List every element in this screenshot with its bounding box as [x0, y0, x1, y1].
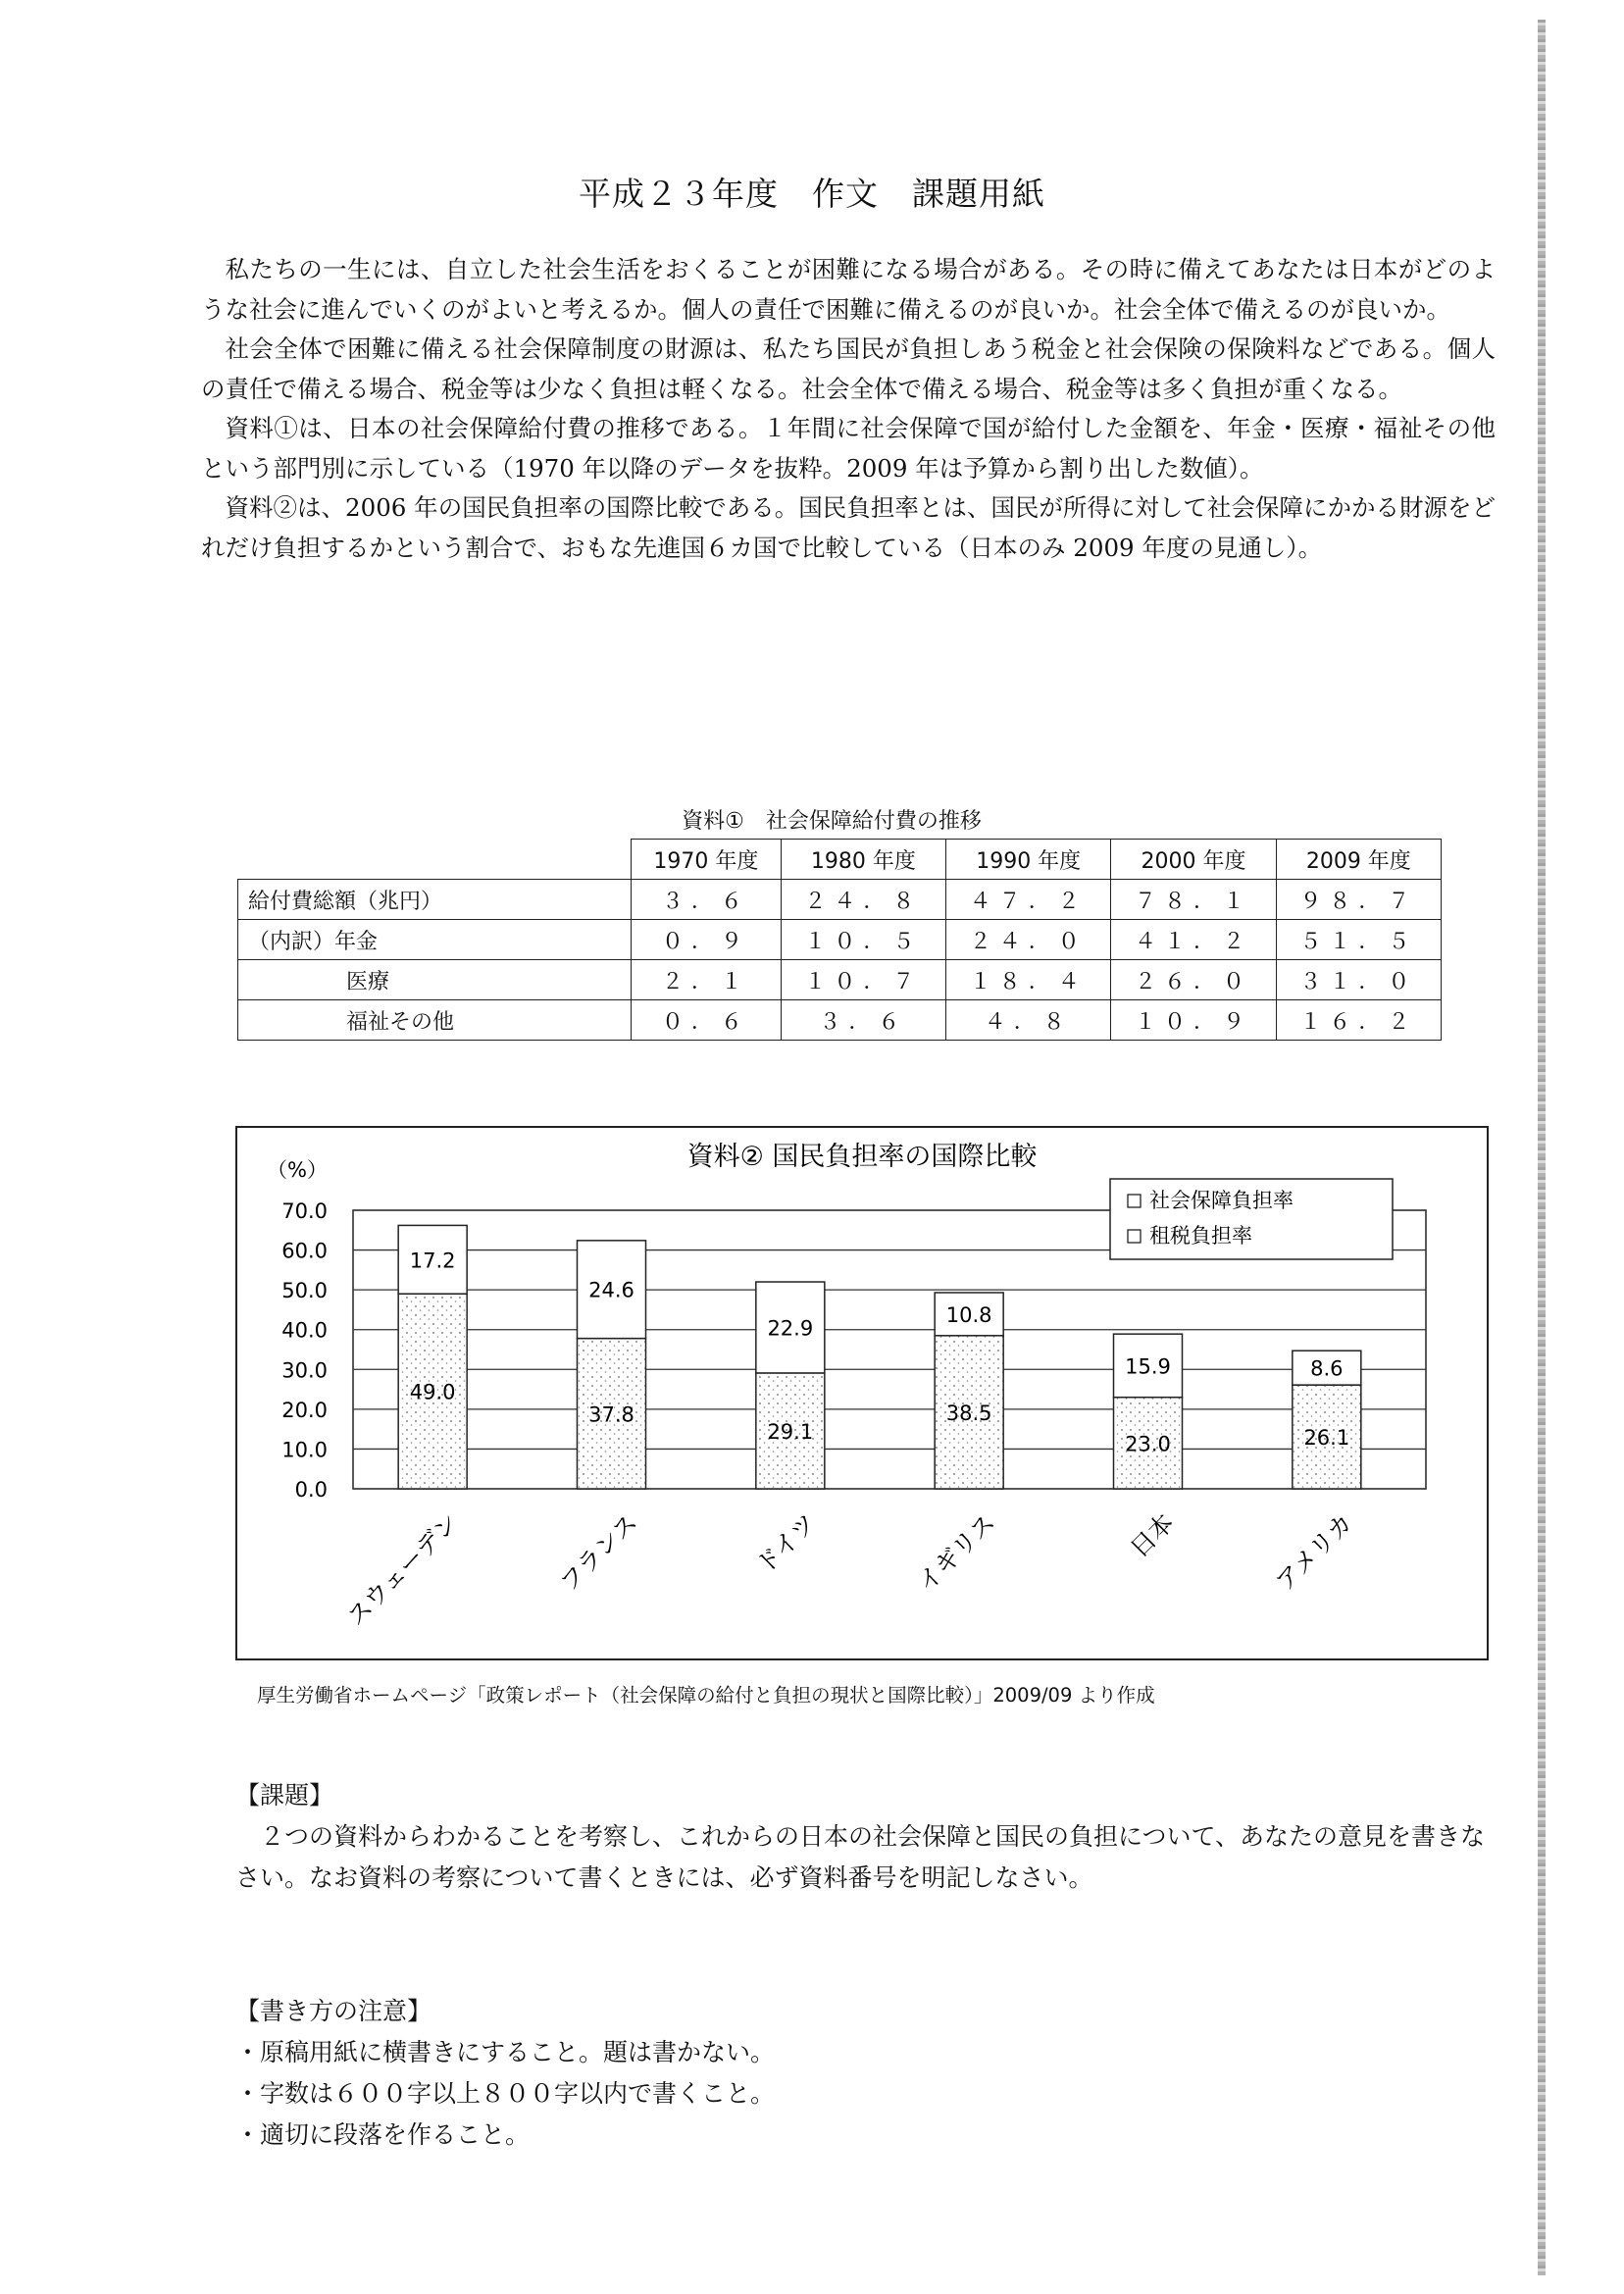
data-label-social: 24.6	[588, 1278, 634, 1302]
table-cell: ４７．２	[946, 880, 1111, 920]
y-tick-labels	[281, 1199, 328, 1502]
chart-legend	[1110, 1179, 1393, 1259]
x-tick-labels	[341, 1508, 1358, 1632]
table-cell: ２４．８	[781, 880, 945, 920]
year-header: 1980 年度	[781, 840, 945, 880]
row-label: 福祉その他	[238, 1000, 632, 1041]
page-title: 平成２３年度 作文 課題用紙	[579, 175, 1045, 213]
table-cell: ２．１	[632, 960, 782, 1000]
table-cell: ５１．５	[1276, 920, 1441, 960]
table-cell: ３１．０	[1276, 960, 1441, 1000]
notes-heading: 【書き方の注意】	[235, 1997, 432, 2025]
table-row	[238, 960, 1442, 1000]
chart-title: 資料② 国民負担率の国際比較	[686, 1142, 1038, 1172]
intro-paragraph: 資料②は、2006 年の国民負担率の国際比較である。国民負担率とは、国民が所得に対して社会保障にかかる財源をどれだけ負担するかという割合で、おもな先進国６カ国で比較している（日本のみ 2009 年度の見通し）。	[201, 493, 1496, 562]
burden-chart	[237, 1128, 1487, 1658]
data-label-social: 10.8	[945, 1302, 992, 1327]
x-tick-label: 日本	[1124, 1507, 1180, 1563]
data-label-tax: 23.0	[1125, 1432, 1171, 1456]
table-cell: ７８．１	[1111, 880, 1276, 920]
table-cell: ３．６	[632, 880, 782, 920]
data-label-social: 22.9	[767, 1316, 814, 1341]
data-label-social: 17.2	[409, 1249, 456, 1273]
data-label-social: 15.9	[1125, 1354, 1171, 1379]
source-note: 厚生労働省ホームページ「政策レポート（社会保障の給付と負担の現状と国際比較）」2009/09 より作成	[257, 1684, 1155, 1707]
table-cell: １０．９	[1111, 1000, 1276, 1041]
burden-chart-frame	[235, 1126, 1489, 1660]
y-tick-label: 0.0	[294, 1478, 328, 1502]
table-corner	[238, 840, 632, 880]
legend-swatch	[1128, 1230, 1141, 1243]
table-cell: ９８．７	[1276, 880, 1441, 920]
data-label-tax: 37.8	[588, 1402, 634, 1427]
table-cell: ４１．２	[1111, 920, 1276, 960]
x-tick-label: ドイツ	[750, 1507, 823, 1580]
task-body: ２つの資料からわかることを考察し、これからの日本の社会保障と国民の負担について、あなたの意見を書きなさい。なお資料の考察について書くときには、必ず資料番号を明記しなさい。	[235, 1822, 1486, 1892]
y-tick-label: 20.0	[281, 1398, 328, 1422]
list-item: ・ 字数は６００字以上８００字以内で書くこと。	[235, 2073, 1500, 2115]
intro-paragraph: 私たちの一生には、自立した社会生活をおくることが困難になる場合がある。その時に備えてあなたは日本がどのような社会に進んでいくのがよいと考えるか。個人の責任で困難に備えるのが良いか。社会全体で備えるのが良いか。	[201, 255, 1496, 324]
year-header: 1990 年度	[946, 840, 1111, 880]
year-header: 1970 年度	[632, 840, 782, 880]
table-cell: ４．８	[946, 1000, 1111, 1041]
table-cell: １８．４	[946, 960, 1111, 1000]
y-axis-label: （%）	[267, 1158, 328, 1182]
intro-text	[201, 250, 1496, 568]
legend-swatch	[1128, 1195, 1141, 1207]
y-tick-label: 10.0	[281, 1438, 328, 1462]
x-tick-label: フランス	[554, 1507, 643, 1598]
task-heading: 【課題】	[235, 1781, 334, 1810]
table-row	[238, 920, 1442, 960]
y-tick-label: 70.0	[281, 1199, 328, 1223]
notes-list	[235, 2032, 1500, 2156]
data-label-tax: 38.5	[945, 1401, 992, 1425]
intro-paragraph: 社会全体で困難に備える社会保障制度の財源は、私たち国民が負担しあう税金と社会保険の保険料などである。個人の責任で備える場合、税金等は少なく負担は軽くなる。社会全体で備える場合、税金等は多く負担が重くなる。	[201, 334, 1496, 403]
x-tick-label: スウェーデン	[340, 1507, 465, 1632]
table-cell: ０．６	[632, 1000, 782, 1041]
x-tick-label: アメリカ	[1270, 1507, 1359, 1597]
y-tick-label: 60.0	[281, 1239, 328, 1263]
table-row	[238, 1000, 1442, 1041]
year-header: 2009 年度	[1276, 840, 1441, 880]
legend-label: 社会保障負担率	[1149, 1189, 1294, 1212]
list-item: ・ 適切に段落を作ること。	[235, 2115, 1500, 2156]
data-label-tax: 26.1	[1303, 1426, 1350, 1451]
table-cell: １６．２	[1276, 1000, 1441, 1041]
row-label: （内訳）年金	[238, 920, 632, 960]
intro-paragraph: 資料①は、日本の社会保障給付費の推移である。１年間に社会保障で国が給付した金額を、年金・医療・福祉その他という部門別に示している（1970 年以降のデータを抜粋。2009 年は予算から割り出した数値）。	[201, 414, 1496, 483]
table-row	[238, 880, 1442, 920]
y-tick-label: 30.0	[281, 1358, 328, 1383]
y-tick-label: 40.0	[281, 1318, 328, 1343]
row-label: 医療	[238, 960, 632, 1000]
row-label: 給付費総額（兆円）	[238, 880, 632, 920]
table-cell: ０．９	[632, 920, 782, 960]
table-cell: １０．５	[781, 920, 945, 960]
list-item: ・ 原稿用紙に横書きにすること。題は書かない。	[235, 2032, 1500, 2073]
data-label-social: 8.6	[1310, 1356, 1344, 1381]
year-header: 2000 年度	[1111, 840, 1276, 880]
table-cell: １０．７	[781, 960, 945, 1000]
table1-caption: 資料① 社会保障給付費の推移	[682, 809, 982, 834]
scan-edge	[1538, 20, 1546, 2275]
benefit-table	[237, 839, 1442, 1041]
legend-label: 租税負担率	[1149, 1224, 1252, 1248]
x-tick-label: イギリス	[911, 1507, 1001, 1598]
writing-notes	[235, 1991, 1500, 2156]
table-cell: ２６．０	[1111, 960, 1276, 1000]
data-label-tax: 49.0	[409, 1380, 456, 1404]
table-cell: ３．６	[781, 1000, 945, 1041]
data-label-tax: 29.1	[767, 1419, 814, 1444]
table-header-row	[238, 840, 1442, 880]
task-section	[235, 1775, 1500, 1899]
y-tick-label: 50.0	[281, 1279, 328, 1303]
table-cell: ２４．０	[946, 920, 1111, 960]
